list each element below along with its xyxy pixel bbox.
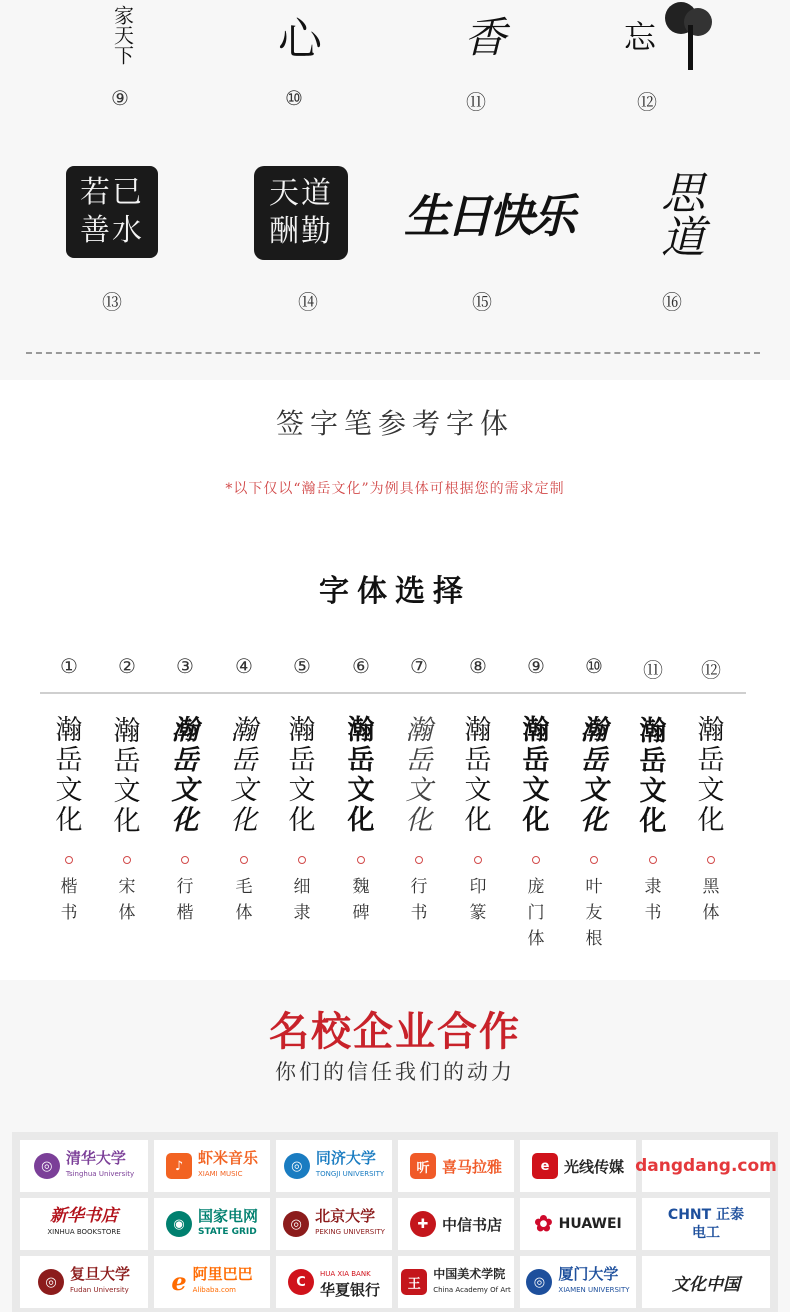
partner-logo-huaxia: [276, 1256, 392, 1308]
partner-logo-xmu: [520, 1256, 636, 1308]
font-name: 细隶: [293, 877, 311, 923]
bank-icon: C: [288, 1269, 314, 1295]
cooperation-subtitle: 你们的信任我们的动力: [275, 1060, 515, 1084]
media-icon: e: [532, 1153, 558, 1179]
font-sample: 瀚岳文化: [171, 715, 199, 836]
partner-logo-stategrid: [154, 1198, 270, 1250]
partner-name: 清华大学: [65, 1149, 126, 1167]
font-name: 庞门体: [527, 877, 545, 949]
artwork-10-image: 心: [278, 14, 322, 65]
seal-14-image: [254, 166, 348, 260]
bookstore-icon: ✚: [410, 1211, 436, 1237]
partner-subname: TONGJI UNIVERSITY: [315, 1170, 385, 1178]
font-name: 魏碑: [352, 877, 370, 923]
partner-name: 虾米音乐: [197, 1149, 258, 1167]
partner-name: 华夏银行: [319, 1281, 380, 1299]
bullet-dot: [181, 856, 189, 864]
listen-icon: 听: [410, 1153, 436, 1179]
bullet-dot: [532, 856, 540, 864]
cooperation-title: 名校企业合作: [269, 1008, 521, 1055]
partner-logo-grid: [12, 1132, 778, 1312]
partner-logo-dangdang: [635, 1140, 777, 1192]
font-sample: 瀚岳文化: [230, 715, 258, 836]
font-number: ②: [118, 654, 136, 678]
seal-13-text: 若已善水: [80, 175, 144, 248]
artwork-12-image: [620, 0, 720, 70]
partner-name: 中国美术学院: [433, 1267, 506, 1281]
artwork-11-image: 香: [463, 13, 506, 62]
font-name: 隶书: [644, 877, 662, 923]
partner-name: 同济大学: [315, 1149, 376, 1167]
font-name: 毛体: [235, 877, 253, 923]
bullet-dot: [240, 856, 248, 864]
tree-illustration: [656, 0, 716, 70]
partner-logo-pku: [276, 1198, 392, 1250]
artwork-16-number: ⑯: [662, 290, 682, 314]
font-number: ⑦: [410, 654, 428, 678]
partner-subname: Tsinghua University: [65, 1170, 135, 1178]
partner-logo-citic: [398, 1198, 514, 1250]
bullet-dot: [298, 856, 306, 864]
partner-subname: XINHUA BOOKSTORE: [47, 1228, 121, 1236]
partner-subname: XIAMEN UNIVERSITY: [558, 1286, 630, 1294]
partner-logo-huawei: [520, 1198, 636, 1250]
artwork-14-number: ⑭: [298, 290, 318, 314]
partner-logo-chint: [642, 1198, 770, 1250]
font-number: ⑪: [643, 658, 663, 682]
font-name: 宋体: [118, 877, 136, 923]
bullet-dot: [357, 856, 365, 864]
font-sample: 瀚岳文化: [639, 716, 667, 836]
partner-logo-enlight: [520, 1140, 636, 1192]
artwork-9-image: 家天下: [110, 5, 135, 65]
emblem-icon: ◎: [283, 1211, 309, 1237]
partner-name: 新华书店: [50, 1206, 118, 1226]
bullet-dot: [474, 856, 482, 864]
font-number: ⑤: [293, 654, 311, 678]
font-sample: 瀚岳文化: [55, 715, 83, 836]
bullet-dot: [590, 856, 598, 864]
font-number: ④: [235, 654, 253, 678]
partner-subname: STATE GRID: [197, 1227, 257, 1237]
bullet-dot: [65, 856, 73, 864]
alibaba-icon: ℯ: [171, 1268, 187, 1296]
custom-note: *以下仅以“瀚岳文化”为例具体可根据您的需求定制: [225, 481, 565, 497]
partner-name: 光线传媒: [563, 1157, 624, 1176]
artwork-10-number: ⑩: [285, 86, 303, 110]
emblem-icon: ◎: [34, 1153, 60, 1179]
partner-name: 中信书店: [441, 1215, 502, 1234]
font-sample: 瀚岳文化: [464, 715, 492, 836]
artwork-12-number: ⑫: [637, 90, 657, 114]
font-sample: 瀚岳文化: [580, 715, 608, 836]
bullet-dot: [707, 856, 715, 864]
partner-subname: HUA XIA BANK: [319, 1270, 371, 1278]
partner-logo-fudan: [20, 1256, 148, 1308]
font-sample: 瀚岳文化: [288, 715, 316, 836]
artwork-15-number: ⑮: [472, 290, 492, 314]
seal-13-image: [66, 166, 158, 258]
partner-name: dangdang.com: [635, 1156, 777, 1176]
bullet-dot: [415, 856, 423, 864]
emblem-icon: ◎: [284, 1153, 310, 1179]
partner-name: 厦门大学: [558, 1265, 619, 1283]
bullet-dot: [123, 856, 131, 864]
font-sample: 瀚岳文化: [113, 716, 141, 836]
seal-14-text: 天道酬勤: [269, 176, 333, 249]
partner-subname: XIAMI MUSIC: [197, 1170, 243, 1178]
partner-logo-tongji: [276, 1140, 392, 1192]
section-title: 签字笔参考字体: [275, 407, 514, 440]
partner-name: 阿里巴巴: [192, 1265, 253, 1283]
font-name: 印篆: [469, 877, 487, 923]
font-name: 行楷: [176, 877, 194, 923]
font-number: ③: [176, 654, 194, 678]
font-number: ⑫: [701, 658, 721, 682]
partner-name: 文化中国: [672, 1274, 740, 1295]
grid-icon: ◉: [166, 1211, 192, 1237]
font-sample: 瀚岳文化: [405, 715, 433, 836]
artwork-16-image: 思道: [653, 170, 704, 258]
partner-logo-ximalaya: [398, 1140, 514, 1192]
partner-logo-alibaba: [154, 1256, 270, 1308]
font-number: ①: [60, 654, 78, 678]
font-number: ⑨: [527, 654, 545, 678]
partner-logo-xiami: [154, 1140, 270, 1192]
partner-subname: PEKING UNIVERSITY: [315, 1228, 385, 1236]
artwork-12-text: 忘: [623, 18, 656, 56]
font-sample: 瀚岳文化: [522, 715, 550, 836]
artwork-15-image: 生日快乐: [404, 189, 572, 243]
artwork-11-number: ⑪: [466, 90, 486, 114]
partner-subname: China Academy Of Art: [433, 1286, 511, 1294]
partner-logo-tsinghua: [20, 1140, 148, 1192]
music-icon: ♪: [166, 1153, 192, 1179]
partner-logo-xinhua: [20, 1198, 148, 1250]
font-name: 叶友根: [585, 877, 603, 949]
academy-icon: 王: [401, 1269, 427, 1295]
artwork-9-number: ⑨: [111, 86, 129, 110]
partner-name: HUAWEI: [558, 1216, 622, 1232]
partner-subname: Fudan University: [69, 1286, 129, 1294]
emblem-icon: ◎: [526, 1269, 552, 1295]
font-number: ⑩: [585, 654, 603, 678]
partner-name: 北京大学: [315, 1207, 376, 1225]
font-sample: 瀚岳文化: [347, 715, 375, 836]
font-sample: 瀚岳文化: [697, 715, 725, 836]
font-table-divider: [40, 692, 746, 694]
partner-name: 喜马拉雅: [441, 1157, 502, 1176]
artwork-13-number: ⑬: [102, 290, 122, 314]
partner-name: 国家电网: [197, 1207, 258, 1225]
partner-logo-caa: [398, 1256, 514, 1308]
partner-name: 复旦大学: [69, 1265, 130, 1283]
font-name: 行书: [410, 877, 428, 923]
font-name: 楷书: [60, 877, 78, 923]
font-pick-title: 字体选择: [319, 574, 471, 609]
font-name: 黑体: [702, 877, 720, 923]
partner-subname: Alibaba.com: [192, 1286, 236, 1294]
section-divider: [26, 352, 760, 354]
font-number: ⑧: [469, 654, 487, 678]
emblem-icon: ◎: [38, 1269, 64, 1295]
font-number: ⑥: [352, 654, 370, 678]
partner-logo-culture-china: [642, 1256, 770, 1308]
bullet-dot: [649, 856, 657, 864]
flower-icon: ✿: [534, 1211, 553, 1237]
partner-name: CHNT 正泰电工: [667, 1207, 745, 1241]
